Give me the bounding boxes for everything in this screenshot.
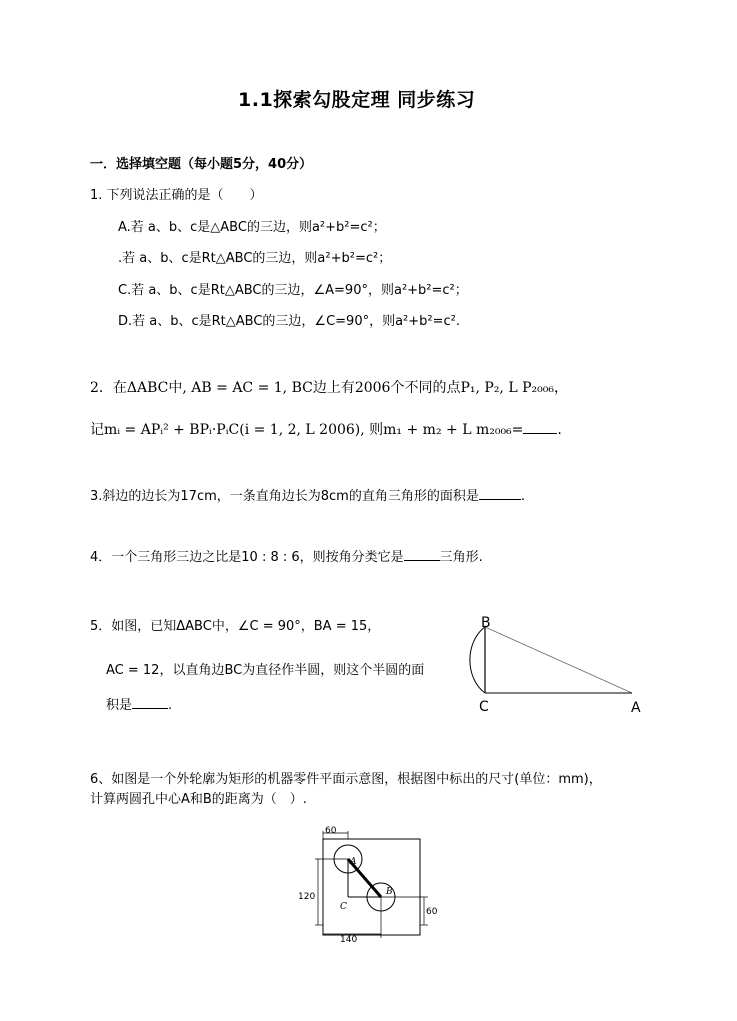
q1-option-a: A.若 a、b、c是△ABC的三边，则a²+b²=c²；	[118, 220, 386, 235]
q6-dim-bottom: 140	[340, 935, 358, 945]
q6-label-b: B	[386, 887, 393, 897]
q5-line3	[106, 696, 172, 714]
q3-stem: 3.斜边的边长为17cm，一条直角边长为8cm的直角三角形的面积是	[90, 489, 479, 504]
side-ba	[485, 627, 632, 693]
q5-line2: AC = 12，以直角边BC为直径作半圆，则这个半圆的面	[106, 663, 425, 678]
q6-line1: 6、如图是一个外轮廓为矩形的机器零件平面示意图，根据图中标出的尺寸(单位：mm)，	[90, 772, 602, 787]
q5-label-a: A	[631, 700, 641, 716]
q2-line2: 记mᵢ = APᵢ² + BPᵢ·PᵢC(i = 1, 2, L 2006), 则m₁ + m₂ + L m₂₀₀₆= .	[90, 422, 562, 438]
q1-option-b: .若 a、b、c是Rt△ABC的三边，则a²+b²=c²；	[118, 251, 392, 266]
q6-label-a: A	[350, 857, 357, 867]
q2-line1: 2．在ΔABC中, AB = AC = 1, BC边上有2006个不同的点P₁, P₂, L P₂₀₀₆，	[90, 380, 568, 396]
q5-line3-text: 积是	[106, 698, 133, 713]
q5-label-c: C	[479, 699, 489, 715]
q6-dim-top: 60	[325, 826, 337, 836]
q6-machine-part-figure	[295, 822, 455, 952]
q1-option-d: D.若 a、b、c是Rt△ABC的三边，∠C=90°，则a²+b²=c².	[118, 314, 461, 329]
q1-stem: 1. 下列说法正确的是（ ）	[90, 188, 263, 203]
page-title: 1.1探索勾股定理 同步练习	[238, 89, 476, 111]
q6-dim-right: 60	[426, 907, 438, 917]
q2-answer-blank[interactable]	[523, 421, 557, 434]
q5-end: .	[168, 698, 173, 713]
q1-option-c: C.若 a、b、c是Rt△ABC的三边，∠A=90°，则a²+b²=c²；	[118, 283, 468, 298]
q4-after: 三角形.	[439, 550, 483, 565]
q4-answer-blank[interactable]	[404, 548, 440, 561]
q3-text	[90, 487, 525, 505]
q5-line1: 5．如图，已知ΔABC中，∠C = 90°，BA = 15，	[90, 619, 381, 634]
q6-label-c: C	[340, 902, 347, 912]
q6-line2: 计算两圆孔中心A和B的距离为（ ）.	[90, 792, 307, 807]
q4-stem: 4．一个三角形三边之比是10 : 8 : 6，则按角分类它是	[90, 550, 404, 565]
q5-answer-blank[interactable]	[132, 696, 168, 709]
q6-dim-left: 120	[298, 892, 316, 902]
section-heading: 一．选择填空题（每小题5分，40分）	[90, 157, 313, 172]
q3-answer-blank[interactable]	[479, 487, 521, 500]
q5-label-b: B	[481, 615, 491, 631]
semicircle	[470, 627, 485, 693]
q3-end: .	[520, 489, 525, 504]
q2-line2-text: 记mᵢ = APᵢ² + BPᵢ·PᵢC(i = 1, 2, L 2006), 则m₁ + m₂ + L m₂₀₀₆=	[90, 422, 524, 438]
q4-text	[90, 548, 483, 566]
